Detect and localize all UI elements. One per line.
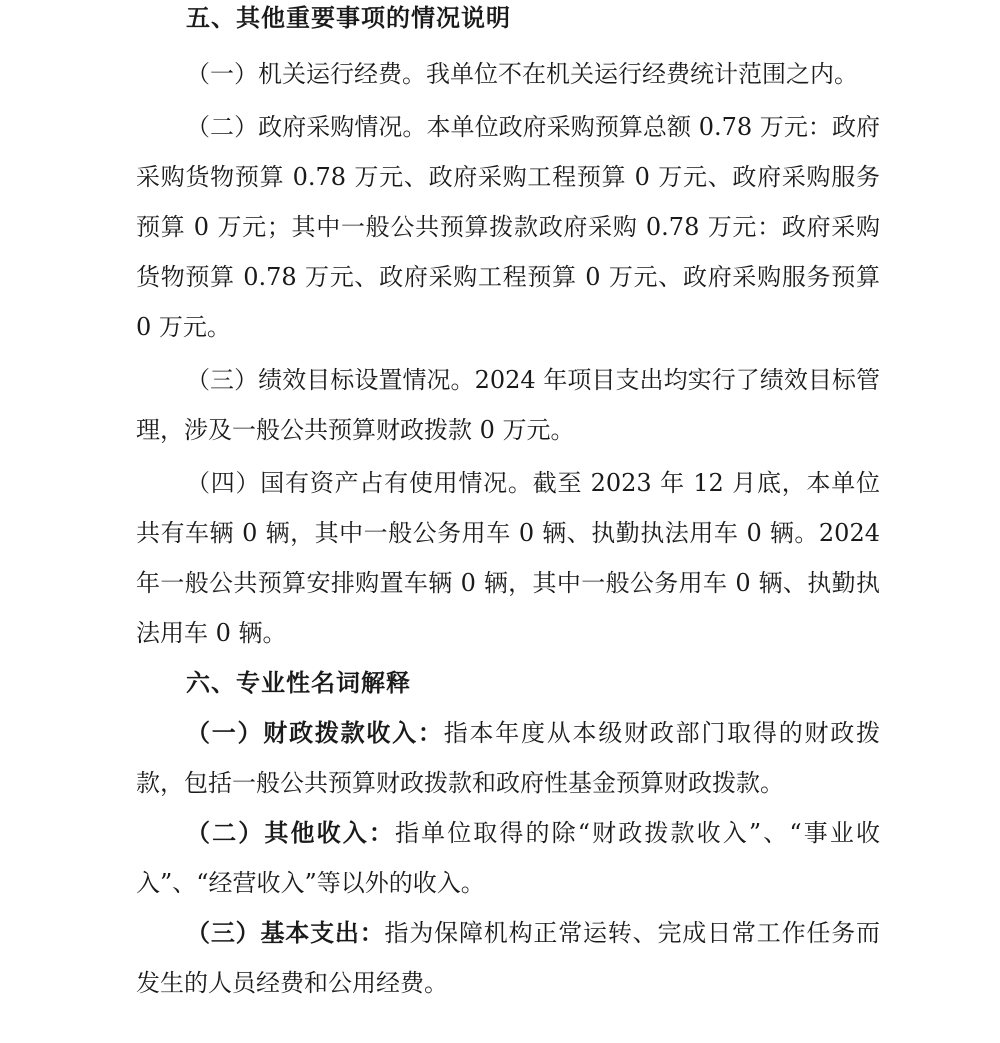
document-page [136, 0, 880, 1008]
paragraph-lead: （四）国有资产占有使用情况。 [186, 469, 533, 497]
section-heading-other-matters: 五、其他重要事项的情况说明 [186, 4, 511, 32]
paragraph-state-assets [136, 458, 880, 658]
definition-term: （二）其他收入： [186, 819, 395, 847]
paragraph-text: 截至 2023 年 12 月底，本单位共有车辆 0 辆，其中一般公务用车 0 辆、执勤执法用车 0 辆。2024 年一般公共预算安排购置车辆 0 辆，其中一般公务用车 0 辆、执勤执法用车 0 辆。 [136, 469, 881, 647]
definition-text: 指本年度从本级财政部门取得的财政拨款，包括一般公共预算财政拨款和政府性基金预算财政拨款。 [136, 719, 881, 797]
definition-basic-expenditure [136, 908, 880, 1008]
paragraph-operating-expenses [136, 49, 880, 99]
definition-text: 指单位取得的除“财政拨款收入”、“事业收入”、“经营收入”等以外的收入。 [136, 819, 881, 897]
definition-term: （一）财政拨款收入： [186, 719, 444, 747]
paragraph-lead: （二）政府采购情况。 [186, 113, 427, 141]
paragraph-lead: （三）绩效目标设置情况。 [186, 366, 475, 394]
paragraph-text: 本单位政府采购预算总额 0.78 万元：政府采购货物预算 0.78 万元、政府采购工程预算 0 万元、政府采购服务预算 0 万元；其中一般公共预算拨款政府采购 0.78 万元：政府采购货物预算 0.78 万元、政府采购工程预算 0 万元、政府采购服务预算 0 万元。 [136, 113, 880, 341]
section-heading-terminology: 六、专业性名词解释 [186, 669, 411, 697]
paragraph-government-procurement [136, 102, 880, 352]
definition-text: 指为保障机构正常运转、完成日常工作任务而发生的人员经费和公用经费。 [136, 919, 881, 997]
paragraph-performance-goals [136, 355, 880, 455]
definition-fiscal-appropriation-income [136, 708, 880, 808]
paragraph-lead: （一）机关运行经费。 [186, 60, 426, 88]
definition-term: （三）基本支出： [186, 919, 385, 947]
definition-other-income [136, 808, 880, 908]
paragraph-text: 2024 年项目支出均实行了绩效目标管理，涉及一般公共预算财政拨款 0 万元。 [136, 366, 880, 444]
paragraph-text: 我单位不在机关运行经费统计范围之内。 [426, 60, 858, 88]
